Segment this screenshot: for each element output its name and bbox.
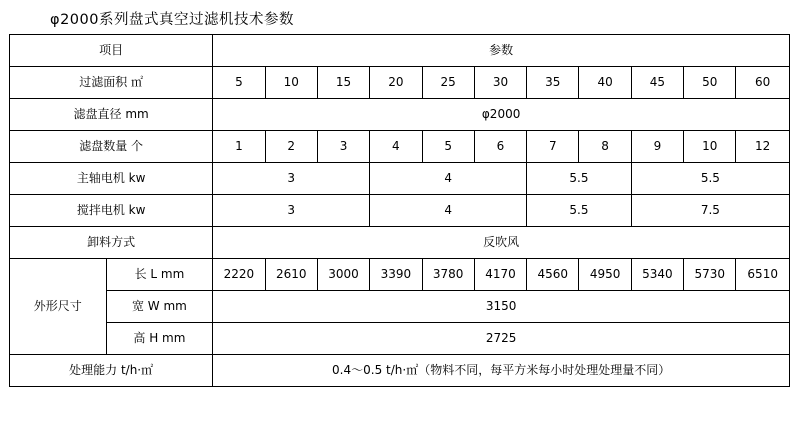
cell-main-motor-1: 3 [213,163,370,195]
cell-filter-area-2: 10 [265,67,317,99]
cell-filter-area-9: 45 [631,67,683,99]
row-label-dimensions: 外形尺寸 [10,259,107,355]
cell-filter-area-5: 25 [422,67,474,99]
table-row [10,355,790,387]
table-header-row [10,35,790,67]
cell-length-10: 5730 [684,259,736,291]
cell-discharge-value: 反吹风 [213,227,790,259]
cell-disc-count-7: 7 [527,131,579,163]
row-label-main-motor: 主轴电机 kw [10,163,213,195]
row-label-length: 长 L mm [106,259,213,291]
cell-length-1: 2220 [213,259,265,291]
cell-disc-count-11: 12 [736,131,790,163]
cell-disc-count-6: 6 [474,131,526,163]
table-row [10,163,790,195]
row-label-capacity: 处理能力 t/h·㎡ [10,355,213,387]
table-row [10,131,790,163]
cell-filter-area-1: 5 [213,67,265,99]
cell-stir-motor-3: 5.5 [527,195,632,227]
table-row [10,323,790,355]
cell-disc-diameter-value: φ2000 [213,99,790,131]
row-label-discharge: 卸料方式 [10,227,213,259]
cell-disc-count-8: 8 [579,131,631,163]
cell-length-4: 3390 [370,259,422,291]
cell-filter-area-8: 40 [579,67,631,99]
cell-capacity-value: 0.4～0.5 t/h·㎡（物料不同，每平方米每小时处理处理量不同） [213,355,790,387]
cell-disc-count-5: 5 [422,131,474,163]
cell-main-motor-4: 5.5 [631,163,789,195]
cell-filter-area-6: 30 [474,67,526,99]
cell-main-motor-3: 5.5 [527,163,632,195]
cell-stir-motor-4: 7.5 [631,195,789,227]
cell-main-motor-2: 4 [370,163,527,195]
cell-filter-area-7: 35 [527,67,579,99]
row-label-disc-diameter: 滤盘直径 mm [10,99,213,131]
specification-table [9,34,790,387]
cell-disc-count-9: 9 [631,131,683,163]
table-row [10,195,790,227]
cell-stir-motor-2: 4 [370,195,527,227]
table-row [10,259,790,291]
header-item-cell: 项目 [10,35,213,67]
cell-height-value: 2725 [213,323,790,355]
cell-disc-count-3: 3 [317,131,369,163]
cell-length-3: 3000 [317,259,369,291]
cell-filter-area-4: 20 [370,67,422,99]
cell-disc-count-10: 10 [684,131,736,163]
cell-length-2: 2610 [265,259,317,291]
cell-stir-motor-1: 3 [213,195,370,227]
cell-disc-count-1: 1 [213,131,265,163]
cell-length-5: 3780 [422,259,474,291]
cell-length-8: 4950 [579,259,631,291]
table-row [10,67,790,99]
cell-disc-count-4: 4 [370,131,422,163]
cell-width-value: 3150 [213,291,790,323]
header-param-cell: 参数 [213,35,790,67]
cell-filter-area-11: 60 [736,67,790,99]
table-row [10,99,790,131]
cell-length-6: 4170 [474,259,526,291]
row-label-disc-count: 滤盘数量 个 [10,131,213,163]
row-label-height: 高 H mm [106,323,213,355]
cell-disc-count-2: 2 [265,131,317,163]
cell-length-11: 6510 [736,259,790,291]
table-row [10,291,790,323]
row-label-stir-motor: 搅拌电机 kw [10,195,213,227]
cell-length-9: 5340 [631,259,683,291]
page-title: φ2000系列盘式真空过滤机技术参数 [50,12,294,28]
cell-length-7: 4560 [527,259,579,291]
table-row [10,227,790,259]
cell-filter-area-3: 15 [317,67,369,99]
cell-filter-area-10: 50 [684,67,736,99]
row-label-width: 宽 W mm [106,291,213,323]
row-label-filter-area: 过滤面积 ㎡ [10,67,213,99]
